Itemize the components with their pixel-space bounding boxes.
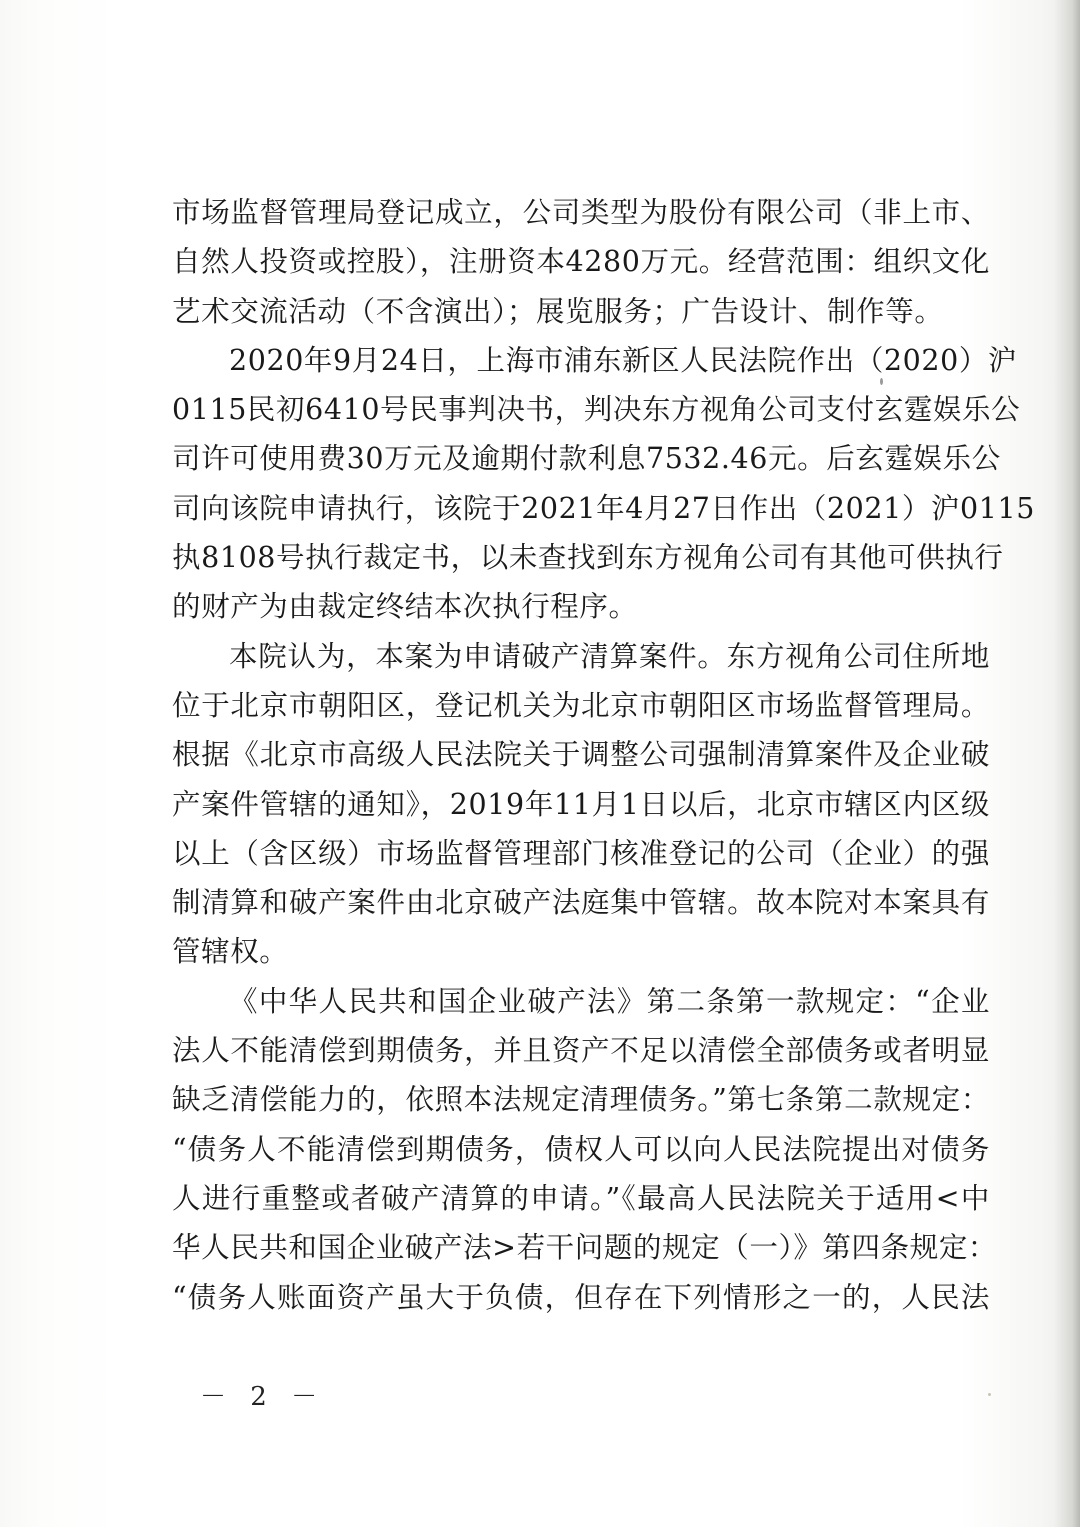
text-line-7: 司向该院申请执行，该院于2021年4月27日作出（2021）沪0115 (172, 491, 1035, 525)
text-line-6: 司许可使用费30万元及逾期付款利息7532.46元。后玄霆娱乐公 (172, 442, 1001, 476)
text-line-14: 以上（含区级）市场监督管理部门核准登记的公司（企业）的强 (172, 836, 990, 870)
text-line-9: 的财产为由裁定终结本次执行程序。 (172, 590, 638, 624)
text-line-3: 艺术交流活动（不含演出）；展览服务；广告设计、制作等。 (172, 294, 944, 328)
text-line-23: “债务人账面资产虽大于负债，但存在下列情形之一的，人民法 (172, 1280, 990, 1314)
text-line-1: 市场监督管理局登记成立，公司类型为股份有限公司（非上市、 (172, 196, 990, 229)
text-line-15: 制清算和破产案件由北京破产法庭集中管辖。故本院对本案具有 (172, 886, 990, 920)
text-line-18: 法人不能清偿到期债务，并且资产不足以清偿全部债务或者明显 (172, 1034, 990, 1068)
scan-speck (988, 1393, 991, 1396)
text-line-20: “债务人不能清偿到期债务，债权人可以向人民法院提出对债务 (172, 1132, 990, 1166)
text-line-19: 缺乏清偿能力的，依照本法规定清理债务。”第七条第二款规定： (172, 1083, 990, 1117)
text-line-10: 本院认为，本案为申请破产清算案件。东方视角公司住所地 (229, 639, 990, 673)
text-line-21: 人进行重整或者破产清算的申请。”《最高人民法院关于适用<中 (172, 1181, 990, 1215)
text-line-5: 0115民初6410号民事判决书，判决东方视角公司支付玄霆娱乐公 (172, 393, 1021, 427)
document-body (172, 188, 1035, 1322)
text-line-12: 根据《北京市高级人民法院关于调整公司强制清算案件及企业破 (172, 738, 990, 772)
text-line-13: 产案件管辖的通知》，2019年11月1日以后，北京市辖区内区级 (172, 787, 990, 821)
text-line-2: 自然人投资或控股），注册资本4280万元。经营范围：组织文化 (172, 245, 990, 279)
text-line-16: 管辖权。 (172, 935, 289, 969)
text-line-17: 《中华人民共和国企业破产法》第二条第一款规定：“企业 (229, 984, 990, 1018)
page-number: － 2 － (200, 1382, 326, 1412)
text-line-11: 位于北京市朝阳区，登记机关为北京市朝阳区市场监督管理局。 (172, 688, 990, 722)
page-edge-shadow (1054, 0, 1080, 1527)
scan-speck (880, 378, 883, 385)
text-line-22: 华人民共和国企业破产法>若干问题的规定（一）》第四条规定： (172, 1231, 998, 1265)
text-line-8: 执8108号执行裁定书，以未查找到东方视角公司有其他可供执行 (172, 541, 1004, 575)
text-line-4: 2020年9月24日，上海市浦东新区人民法院作出（2020）沪 (229, 343, 1018, 377)
